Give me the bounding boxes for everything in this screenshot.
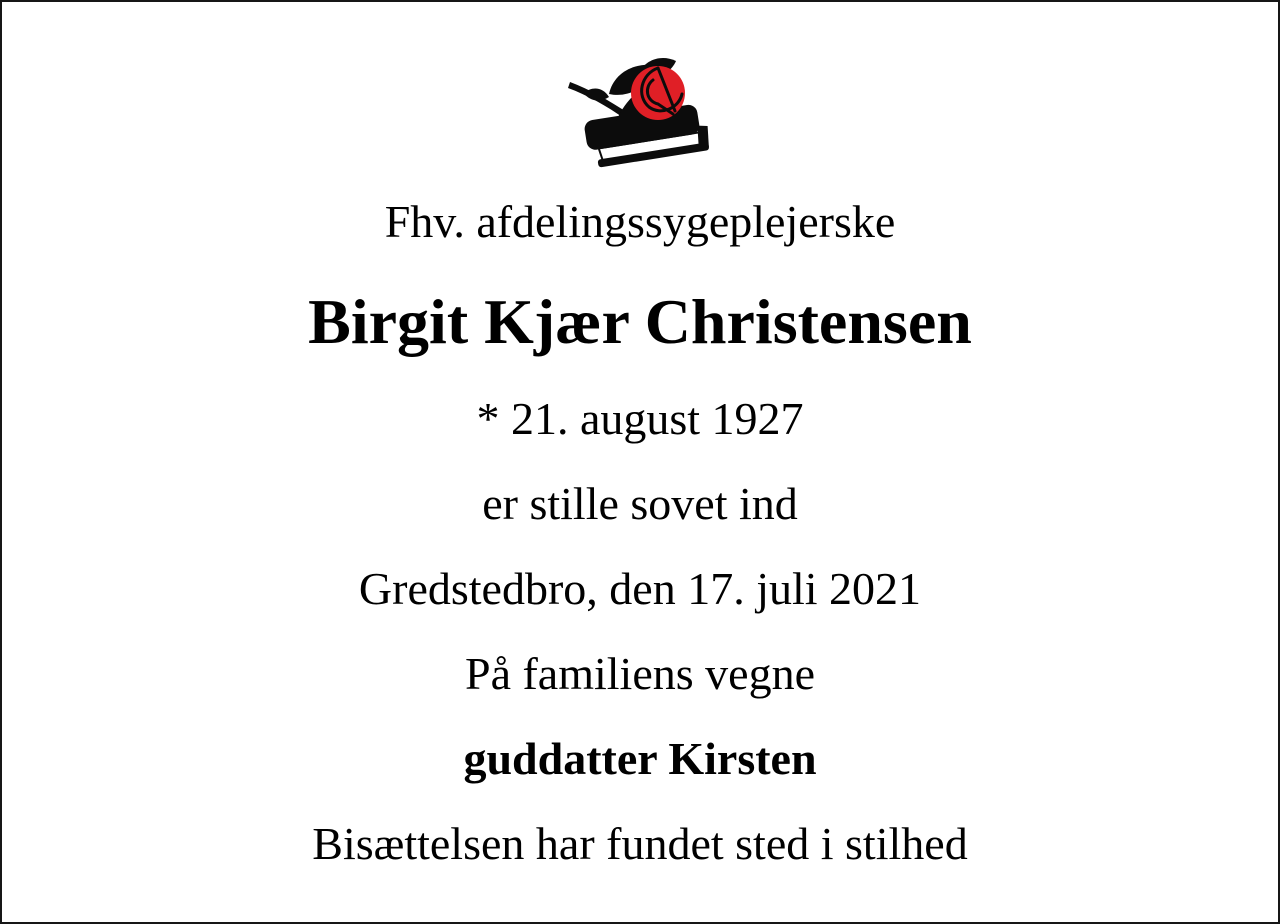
death-line: er stille sovet ind [482,478,798,530]
on-behalf-line: På familiens vegne [464,647,815,699]
place-date-line: Gredstedbro, den 17. juli 2021 [358,563,922,615]
profession-line: Fhv. afdelingssygeplejerske [384,196,896,247]
rose-on-book-icon [565,56,715,170]
deceased-name: Birgit Kjær Christensen [308,285,972,357]
ceremony-line: Bisættelsen har fundet sted i stilhed [312,817,968,869]
signer-line: guddatter Kirsten [463,732,817,784]
birth-date-line: * 21. august 1927 [476,393,804,445]
